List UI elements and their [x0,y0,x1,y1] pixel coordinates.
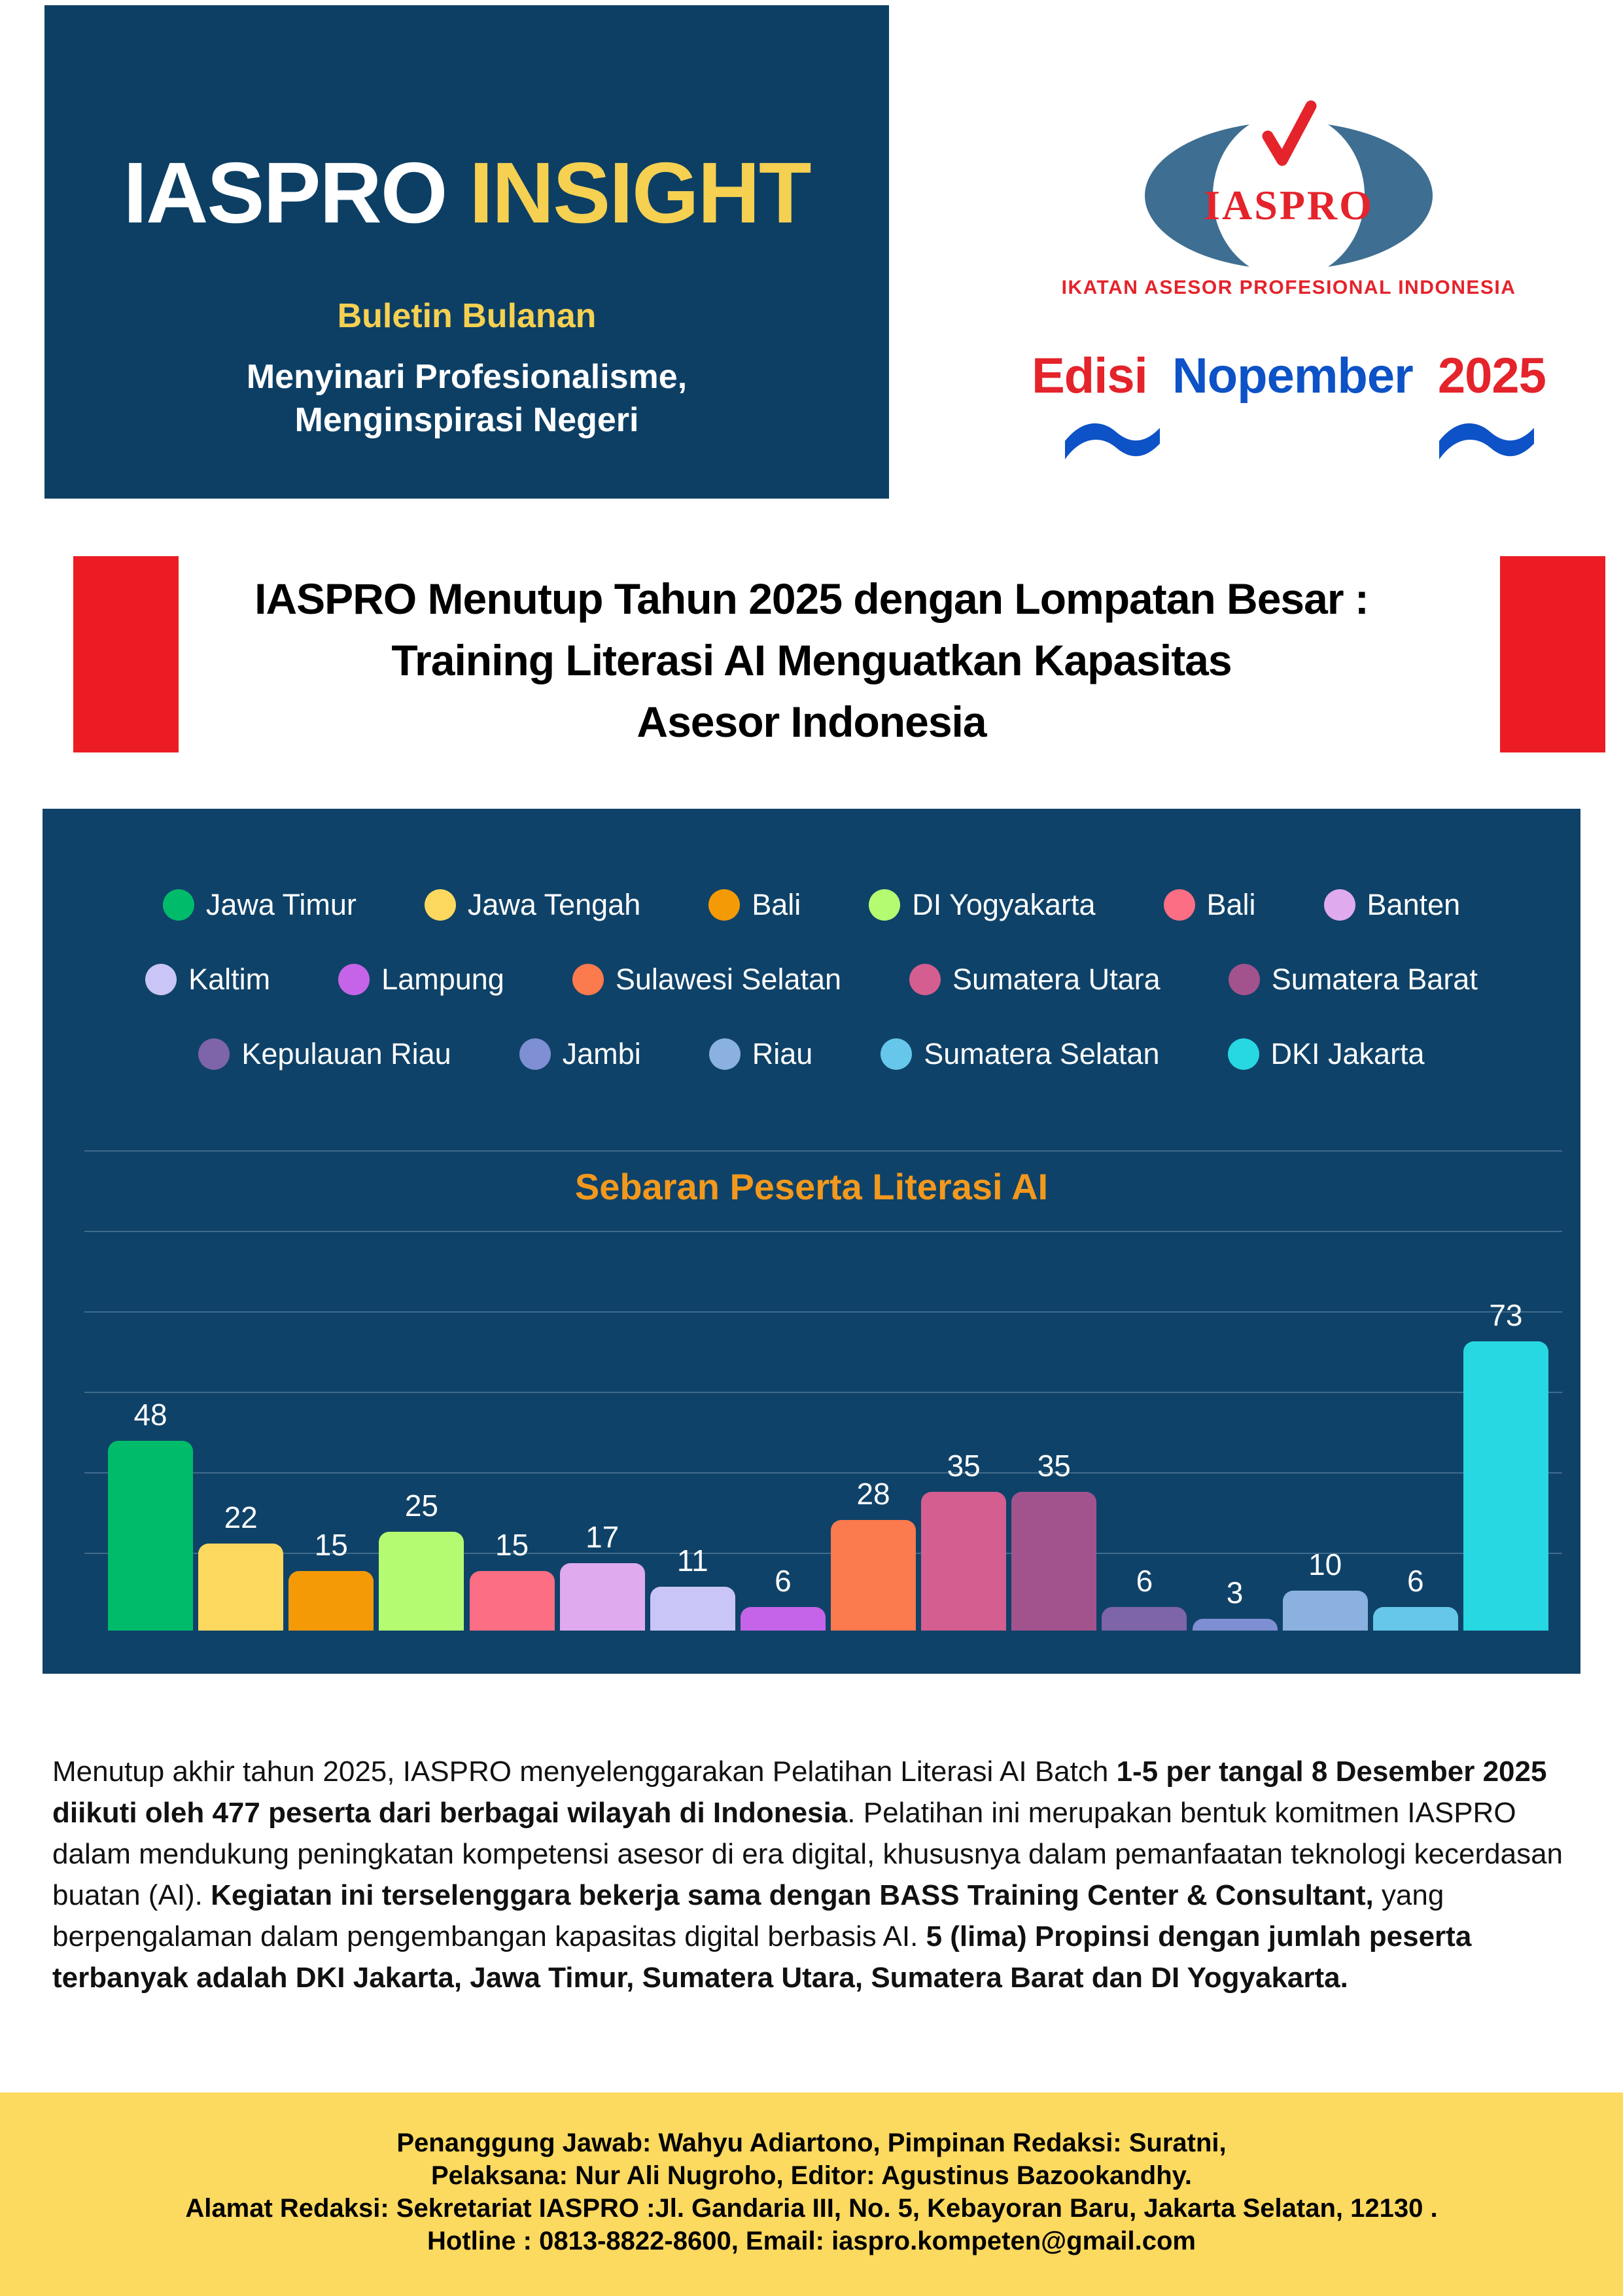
legend-item [709,1037,813,1071]
legend-label: Sumatera Selatan [924,1037,1160,1070]
text-run: yang berpengalaman dalam pengembangan kapasitas digital berbasis AI. [52,1879,1444,1952]
tagline-line-1: Menyinari Profesionalisme, [246,358,688,396]
legend-swatch [709,1038,741,1070]
legend-label: Jambi [562,1037,641,1070]
headline-accent-block-left [73,556,179,752]
newsletter-subtitle: Buletin Bulanan [337,297,597,335]
legend-label: Bali [1206,888,1256,921]
bar-value-label: 3 [1226,1576,1244,1610]
newsletter-title-primary: IASPRO [123,145,447,241]
legend-label: Banten [1367,888,1461,921]
legend-row [43,1017,1580,1091]
bar-column [376,1489,466,1631]
bar [1102,1607,1187,1631]
chart-title: Sebaran Peserta Literasi AI [574,1166,1049,1207]
text-run: 1-5 per tangal 8 Desember 2025 diikuti oleh 477 peserta dari berbagai wilayah di Indonesia [52,1756,1547,1829]
bar-value-label: 11 [676,1544,708,1578]
legend-swatch [708,889,740,921]
bar-value-label: 73 [1489,1298,1523,1332]
legend-label: Kaltim [188,963,271,996]
newsletter-tagline [44,355,889,442]
legend-label: Kepulauan Riau [241,1037,451,1070]
logo-caption: IKATAN ASESOR PROFESIONAL INDONESIA [1061,277,1516,298]
legend-item [572,963,841,997]
bar-value-label: 35 [1037,1449,1071,1483]
legend-swatch [338,964,370,995]
legend-swatch [869,889,900,921]
gridline [84,1150,1562,1152]
bar [1011,1492,1096,1631]
edition-line [1027,347,1550,406]
text-run: 5 (lima) Propinsi dengan jumlah peserta terbanyak adalah DKI Jakarta, Jawa Timur, Sumatera Utara, Sumatera Barat dan DI Yogyakarta. [52,1920,1472,1994]
legend-item [425,888,640,922]
bar-column [738,1564,828,1631]
bar-value-label: 48 [133,1398,167,1432]
footer-line-4: Hotline : 0813-8822-8600, Email: iaspro.kompeten@gmail.com [427,2227,1196,2255]
wave-flag-icon [1439,415,1534,464]
bar [108,1441,193,1631]
legend-label: Jawa Timur [205,888,357,921]
legend-item [708,888,801,922]
legend-item [198,1037,451,1071]
bar [560,1563,645,1631]
bar-column [1190,1576,1280,1631]
bar [288,1571,374,1631]
bar-value-label: 25 [404,1489,439,1523]
legend-swatch [1229,964,1260,995]
bar-column [196,1500,286,1631]
bar [470,1571,555,1631]
bar-value-label: 35 [947,1449,981,1483]
wave-flag-icon [1065,415,1160,464]
legend-item [1164,888,1256,922]
headline-line-2: Training Literasi AI Menguatkan Kapasitas [391,636,1232,684]
legend-swatch [1164,889,1195,921]
article-body [52,1751,1580,1998]
bar-column [648,1544,738,1631]
chart-legend [43,868,1580,1091]
bar-value-label: 15 [495,1528,529,1562]
bar-column [1280,1547,1370,1631]
headline-line-1: IASPRO Menutup Tahun 2025 dengan Lompatan Besar : [254,574,1369,623]
bar-column [1099,1564,1189,1631]
newsletter-title [44,5,889,242]
bar [1283,1591,1368,1631]
edition-prefix: Edisi [1032,348,1147,404]
legend-label: Lampung [381,963,504,996]
bar [921,1492,1006,1631]
bar [1463,1341,1548,1631]
legend-label: Jawa Tengah [467,888,641,921]
bar-column [918,1449,1009,1631]
bar-value-label: 15 [314,1528,348,1562]
legend-item [909,963,1161,997]
bar-value-label: 17 [585,1520,620,1554]
legend-label: Riau [752,1037,813,1070]
bar-value-label: 28 [856,1477,890,1511]
legend-swatch [198,1038,230,1070]
bar [741,1607,826,1631]
bar-column [286,1528,376,1631]
bar [1373,1607,1458,1631]
bar-value-label: 6 [1136,1564,1153,1598]
bar-value-label: 6 [775,1564,792,1598]
text-run: Menutup akhir tahun 2025, IASPRO menyelenggarakan Pelatihan Literasi AI Batch [52,1756,1117,1788]
legend-swatch [1228,1038,1259,1070]
bar [650,1587,735,1631]
legend-swatch [909,964,941,995]
legend-item [1229,963,1478,997]
legend-label: Sulawesi Selatan [615,963,842,996]
bar-column [1370,1564,1461,1631]
bar-column [1461,1298,1551,1631]
legend-row [43,868,1580,942]
bar [1193,1619,1278,1631]
legend-item [163,888,357,922]
text-run: . Pelatihan ini merupakan bentuk komitmen IASPRO dalam mendukung peningkatan kompetensi asesor di era digital, khususnya dalam pemanfaatan teknologi kecerdasan buatan (AI). [52,1797,1563,1911]
footer-line-1: Penanggung Jawab: Wahyu Adiartono, Pimpinan Redaksi: Suratni, [396,2128,1227,2157]
newsletter-title-accent: INSIGHT [469,145,811,241]
bar-value-label: 6 [1407,1564,1424,1598]
iaspro-logo [1145,98,1433,288]
edition-month: Nopember [1172,348,1413,404]
legend-item [869,888,1095,922]
bar-plot [105,1225,1551,1631]
headline-line-3: Asesor Indonesia [637,698,986,746]
bar-column [1009,1449,1099,1631]
bar [379,1532,464,1631]
text-run: Kegiatan ini terselenggara bekerja sama dengan BASS Training Center & Consultant, [211,1879,1374,1911]
bar-column [467,1528,557,1631]
bar-column [105,1398,196,1631]
legend-swatch [163,889,194,921]
chart-panel [43,809,1580,1674]
article-headline [170,568,1453,752]
legend-item [338,963,504,997]
legend-label: DKI Jakarta [1270,1037,1425,1070]
legend-item [881,1037,1159,1071]
bar-column [828,1477,918,1631]
bar-column [557,1520,648,1631]
bar [831,1520,916,1631]
legend-label: Sumatera Utara [952,963,1161,996]
legend-item [519,1037,641,1071]
bar-value-label: 10 [1308,1547,1342,1581]
footer-line-3: Alamat Redaksi: Sekretariat IASPRO :Jl. Gandaria III, No. 5, Kebayoran Baru, Jakarta Selatan, 12130 . [185,2194,1438,2223]
legend-swatch [881,1038,912,1070]
legend-swatch [519,1038,551,1070]
legend-item [1324,888,1461,922]
logo-area [1027,92,1550,523]
logo-wordmark: IASPRO [1204,182,1374,228]
legend-item [145,963,270,997]
legend-label: Sumatera Barat [1271,963,1478,996]
bar-value-label: 22 [224,1500,258,1534]
masthead-panel [44,5,889,499]
headline-accent-block-right [1500,556,1605,752]
legend-row [43,942,1580,1017]
legend-swatch [1324,889,1355,921]
legend-swatch [572,964,604,995]
footer-panel [0,2093,1623,2296]
footer-line-2: Pelaksana: Nur Ali Nugroho, Editor: Agustinus Bazookandhy. [430,2161,1193,2190]
legend-swatch [425,889,456,921]
legend-swatch [145,964,177,995]
edition-year: 2025 [1437,348,1546,404]
legend-label: DI Yogyakarta [912,888,1096,921]
bar [198,1544,283,1631]
legend-label: Bali [752,888,801,921]
legend-item [1228,1037,1425,1071]
tagline-line-2: Menginspirasi Negeri [294,401,639,439]
